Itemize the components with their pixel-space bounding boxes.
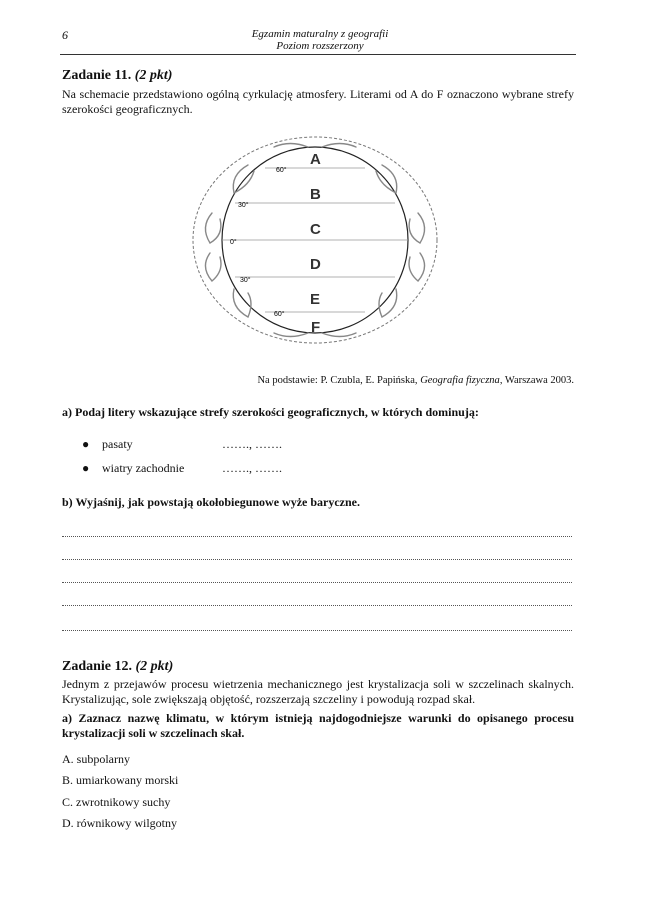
- answer-line-3[interactable]: [62, 582, 572, 583]
- task11-question-b: b) Wyjaśnij, jak powstają okołobiegunowe wyże baryczne.: [62, 495, 361, 509]
- answer-blank[interactable]: ……., …….: [222, 461, 282, 475]
- task11-question-a: a) Podaj litery wskazujące strefy szerokości geograficznych, w których dominują:: [62, 405, 479, 419]
- circulation-cell-left-3: [205, 253, 221, 281]
- task12-points: (2 pkt): [135, 659, 174, 674]
- option-c[interactable]: C. zwrotnikowy suchy: [62, 795, 171, 809]
- header-rule: [60, 54, 576, 55]
- zone-letter-f: F: [311, 319, 321, 336]
- answer-blank[interactable]: ……., …….: [222, 437, 282, 451]
- zone-letter-e: E: [310, 291, 321, 308]
- task11-intro: Na schemacie przedstawiono ogólną cyrkulację atmosfery. Literami od A do F oznaczono wybrane strefy szerokości geograficznych.: [62, 87, 574, 116]
- bullet-label: pasaty: [102, 437, 133, 451]
- circulation-cell-top-right: [322, 144, 356, 148]
- circulation-cell-left-2: [205, 213, 220, 243]
- option-a[interactable]: A. subpolarny: [62, 752, 130, 766]
- zone-letter-c: C: [310, 221, 321, 238]
- page-number: 6: [62, 28, 68, 42]
- circulation-cell-bottom-right: [322, 333, 356, 337]
- task11-title-text: Zadanie 11.: [62, 68, 132, 83]
- zone-letter-b: B: [310, 186, 321, 203]
- source-prefix: Na podstawie: P. Czubla, E. Papińska,: [257, 375, 418, 386]
- source-title: Geografia fizyczna: [420, 375, 500, 386]
- task11-title: [62, 68, 172, 84]
- task12-question-a: a) Zaznacz nazwę klimatu, w którym istnieją najdogodniejsze warunki do opisanego procesu krystalizacji soli w szczelinach skał.: [62, 711, 574, 740]
- latitude-label-30s: 30°: [240, 277, 251, 284]
- latitude-label-60s: 60°: [274, 311, 285, 318]
- circulation-cell-bottom-left: [274, 333, 308, 337]
- answer-line-2[interactable]: [62, 559, 572, 560]
- answer-line-4[interactable]: [62, 605, 572, 606]
- circulation-cell-right-2: [409, 213, 424, 243]
- option-d[interactable]: D. równikowy wilgotny: [62, 816, 177, 830]
- circulation-cell-right-3: [409, 253, 425, 281]
- exam-title: Egzamin maturalny z geografii: [251, 28, 389, 40]
- bullet-dot: ●: [82, 461, 90, 475]
- latitude-label-60n: 60°: [276, 167, 287, 174]
- task12-title-text: Zadanie 12.: [62, 659, 133, 674]
- circulation-cell-top-left: [274, 144, 308, 148]
- zone-letter-a: A: [310, 151, 321, 168]
- diagram-source: [257, 375, 574, 386]
- task12-title: [62, 659, 173, 675]
- answer-line-5[interactable]: [62, 630, 572, 631]
- task11-points: (2 pkt): [134, 68, 173, 83]
- exam-level: Poziom rozszerzony: [276, 40, 364, 52]
- latitude-label-30n: 30°: [238, 202, 249, 209]
- bullet-dot: ●: [82, 437, 90, 451]
- latitude-label-0: 0°: [230, 239, 237, 246]
- zone-letter-d: D: [310, 256, 321, 273]
- answer-line-1[interactable]: [62, 536, 572, 537]
- task12-intro: Jednym z przejawów procesu wietrzenia mechanicznego jest krystalizacja soli w szczelinach skalnych. Krystalizując, sole zwiększają objętość, rozszerzają szczeliny i powodują rozpad skał.: [62, 677, 574, 706]
- bullet-label: wiatry zachodnie: [102, 461, 185, 475]
- bullet-row-pasaty: [82, 437, 282, 452]
- option-b[interactable]: B. umiarkowany morski: [62, 773, 179, 787]
- atmospheric-circulation-diagram: [190, 135, 440, 345]
- bullet-row-wiatry-zachodnie: [82, 461, 282, 476]
- source-suffix: , Warszawa 2003.: [499, 375, 574, 386]
